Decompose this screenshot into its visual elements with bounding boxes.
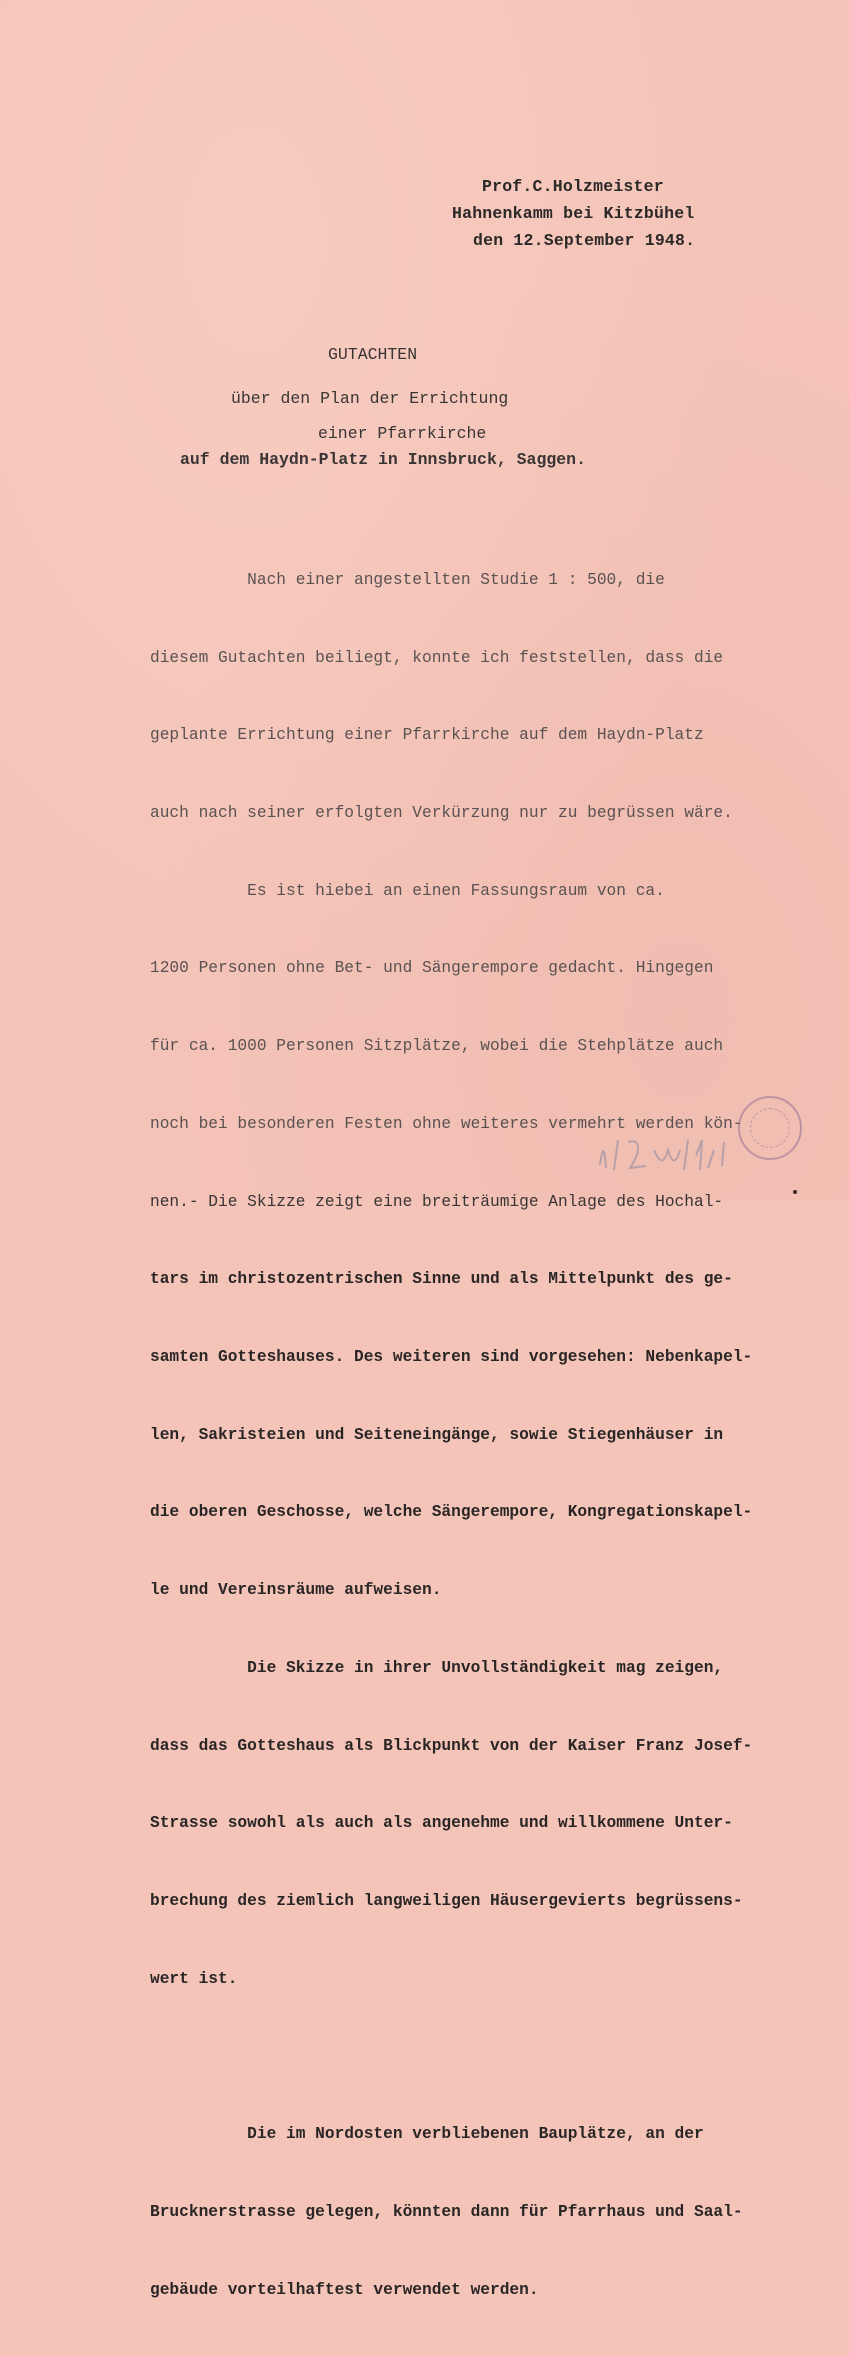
body-line: dass das Gotteshaus als Blickpunkt von der Kaiser Franz Josef- bbox=[150, 1736, 753, 1755]
body-line: Nach einer angestellten Studie 1 : 500, die bbox=[150, 570, 665, 589]
body-line: gebäude vorteilhaftest verwendet werden. bbox=[150, 2280, 539, 2299]
body-line bbox=[150, 2044, 820, 2070]
author-line: Prof.C.Holzmeister bbox=[482, 177, 664, 196]
subtitle-line-2: einer Pfarrkirche bbox=[318, 424, 487, 443]
body-line: Brucknerstrasse gelegen, könnten dann für Pfarrhaus und Saal- bbox=[150, 2202, 743, 2221]
letterhead bbox=[446, 173, 746, 254]
subtitle-line-3: auf dem Haydn-Platz in Innsbruck, Saggen. bbox=[180, 450, 586, 469]
body-line: Es ist hiebei an einen Fassungsraum von ca. bbox=[150, 881, 665, 900]
archive-stamp bbox=[738, 1096, 802, 1160]
subtitle-line-1: über den Plan der Errichtung bbox=[231, 389, 509, 408]
document-title: GUTACHTEN bbox=[328, 345, 418, 364]
body-text bbox=[150, 516, 820, 2355]
body-line: wert ist. bbox=[150, 1969, 238, 1988]
body-line: auch nach seiner erfolgten Verkürzung nur zu begrüssen wäre. bbox=[150, 803, 733, 822]
body-line: brechung des ziemlich langweiligen Häusergevierts begrüssens- bbox=[150, 1892, 743, 1911]
date-line: den 12.September 1948. bbox=[473, 231, 696, 250]
location-line: Hahnenkamm bei Kitzbühel bbox=[452, 204, 695, 223]
handwritten-signature bbox=[590, 1120, 740, 1180]
body-line: geplante Errichtung einer Pfarrkirche auf dem Haydn-Platz bbox=[150, 726, 704, 745]
ink-dot bbox=[793, 1190, 797, 1194]
body-line: Strasse sowohl als auch als angenehme und willkommene Unter- bbox=[150, 1814, 733, 1833]
body-line: len, Sakristeien und Seiteneingänge, sowie Stiegenhäuser in bbox=[150, 1425, 724, 1444]
body-line: nen.- Die Skizze zeigt eine breiträumige Anlage des Hochal- bbox=[150, 1192, 724, 1211]
body-line: le und Vereinsräume aufweisen. bbox=[150, 1581, 442, 1600]
body-line: diesem Gutachten beiliegt, konnte ich feststellen, dass die bbox=[150, 648, 724, 667]
body-line: die oberen Geschosse, welche Sängerempore, Kongregationskapel- bbox=[150, 1503, 753, 1522]
body-line: Die im Nordosten verbliebenen Bauplätze, an der bbox=[150, 2125, 704, 2144]
body-line: Die Skizze in ihrer Unvollständigkeit mag zeigen, bbox=[150, 1658, 724, 1677]
body-line: samten Gotteshauses. Des weiteren sind vorgesehen: Nebenkapel- bbox=[150, 1348, 753, 1366]
body-line: noch bei besonderen Festen ohne weiteres vermehrt werden kön- bbox=[150, 1114, 743, 1133]
body-line: für ca. 1000 Personen Sitzplätze, wobei die Stehplätze auch bbox=[150, 1037, 724, 1056]
body-line: tars im christozentrischen Sinne und als Mittelpunkt des ge- bbox=[150, 1270, 733, 1289]
body-line: 1200 Personen ohne Bet- und Sängerempore gedacht. Hingegen bbox=[150, 959, 714, 978]
